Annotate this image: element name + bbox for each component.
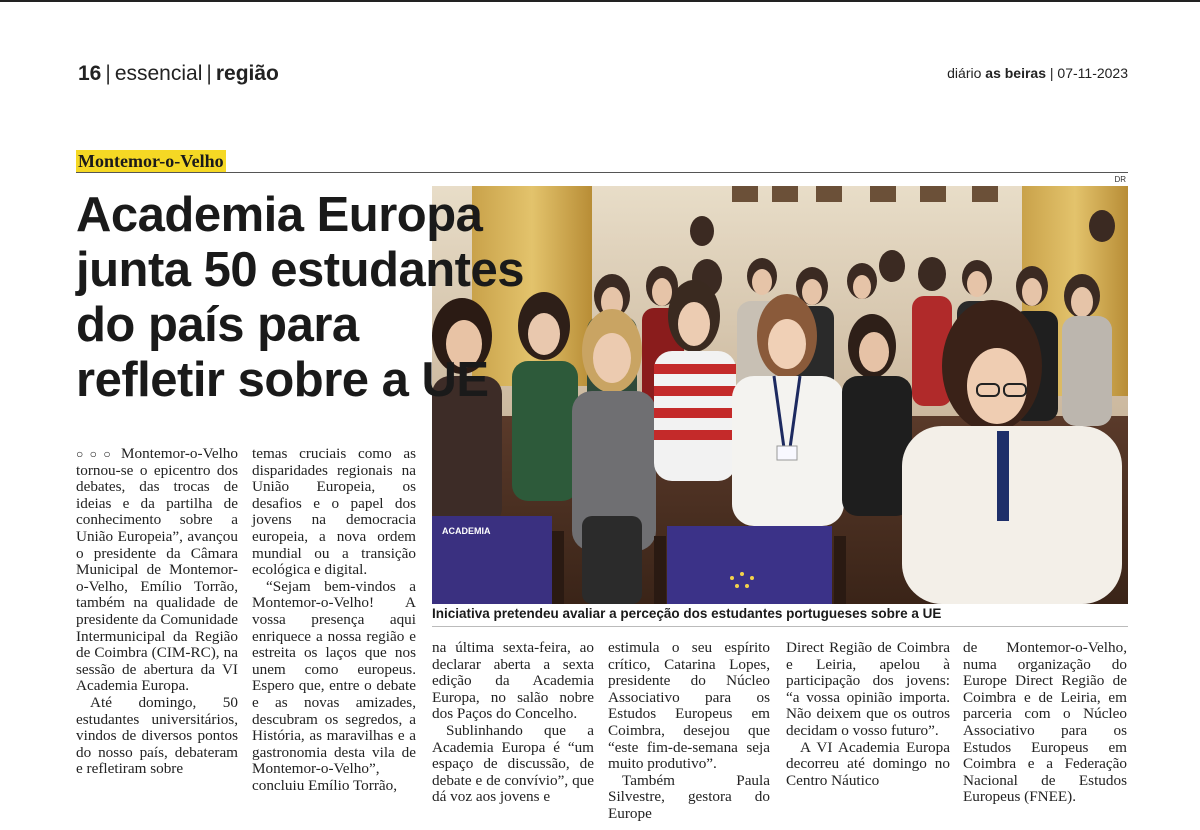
paragraph-text: A VI Academia Europa decorreu até domingo no Centro Náutico xyxy=(786,738,950,789)
header-separator: | xyxy=(206,62,212,85)
article-column-6 xyxy=(963,640,1127,806)
paragraph-text: Montemor-o-Velho tornou-se o epicentro dos debates, das trocas de ideias e da partilha de conhecimento sobre a União Europeia”, avançou o presidente da Câmara Municipal de Montemor-o-Velho, Emílio Torrão, também na qualidade de presidente da Comunidade Intermunicipal da Região de Coimbra (CIM-RC), na sessão de abertura da VI Academia Europa. xyxy=(76,445,238,695)
paragraph-text: de Montemor-o-Velho, numa organização do Europe Direct Região de Coimbra e de Leiria, em parceria com o Núcleo Associativo para os Estudos Europeus em Coimbra e a Federação Nacional de Estudos Europeus (FNEE). xyxy=(963,639,1127,806)
lead-paragraph xyxy=(76,446,238,695)
brand-name: as beiras xyxy=(985,65,1046,81)
article-headline xyxy=(76,188,636,408)
subsection-label: região xyxy=(215,62,279,85)
paragraph-text: “Sejam bem-vindos a Montemor-o-Velho! A vossa presença aqui enriquece a nossa região e estreita os laços que nos unem como europeus. Espero que, entre o debate e as novas amizades, descubram os segredos, a História, as maravilhas e a gastronomia desta vila de Montemor-o-Velho”, concluiu Emílio Torrão, xyxy=(252,577,416,794)
header-separator: | xyxy=(105,62,111,85)
article-column-5 xyxy=(786,640,950,789)
section-label: essencial xyxy=(114,62,203,85)
page-header-left xyxy=(78,62,279,86)
top-border xyxy=(0,0,1200,2)
header-separator: | xyxy=(1049,65,1054,81)
paragraph-text: na última sexta-feira, ao declarar aberta a sexta edição da Academia Europa, no salão nobre dos Paços do Concelho. xyxy=(432,639,594,723)
bag-banner-text: ACADEMIA xyxy=(442,526,491,536)
paragraph-text: Até domingo, 50 estudantes universitários, vindos de diversos pontos do nosso país, debateram e refletiram sobre xyxy=(76,693,238,778)
article-column-3 xyxy=(432,640,594,806)
headline-line: do país para xyxy=(76,298,359,352)
kicker-rule xyxy=(76,172,1128,173)
issue-date: 07-11-2023 xyxy=(1057,65,1128,81)
paragraph-text: Direct Região de Coimbra e Leiria, apelou à participação dos jovens: “a vossa opinião importa. Não deixem que os outros decidam o vosso futuro”. xyxy=(786,639,950,739)
page-header-right xyxy=(947,65,1128,81)
lead-marker-icon: ○○○ xyxy=(76,447,118,461)
article-column-4 xyxy=(608,640,770,823)
article-kicker: Montemor-o-Velho xyxy=(78,151,224,171)
article-column-2 xyxy=(252,446,416,794)
paragraph-text: temas cruciais como as disparidades regionais na União Europeia, os desafios e o papel dos jovens na democracia europeia, a nova ordem mundial ou a transição ecológica e digital. xyxy=(252,445,416,579)
headline-line: Academia Europa xyxy=(76,188,483,242)
article-column-1 xyxy=(76,446,238,778)
brand-prefix: diário xyxy=(947,65,982,81)
paragraph-text: estimula o seu espírito crítico, Catarina Lopes, presidente do Núcleo Associativo para os Estudos Europeus em Coimbra, desejou que “este fim-de-semana seja muito produtivo”. xyxy=(608,639,770,773)
page-number: 16 xyxy=(78,62,102,85)
paragraph-text: Também Paula Silvestre, gestora do Europe xyxy=(608,771,770,822)
paragraph-text: Sublinhando que a Academia Europa é “um espaço de discussão, de debate e de convívio”, que dá voz aos jovens e xyxy=(432,721,594,806)
headline-line: refletir sobre a UE xyxy=(76,353,489,407)
photo-caption: Iniciativa pretendeu avaliar a perceção dos estudantes portugueses sobre a UE xyxy=(432,604,1128,627)
photo-credit: DR xyxy=(1114,175,1126,184)
headline-line: junta 50 estudantes xyxy=(76,243,524,297)
